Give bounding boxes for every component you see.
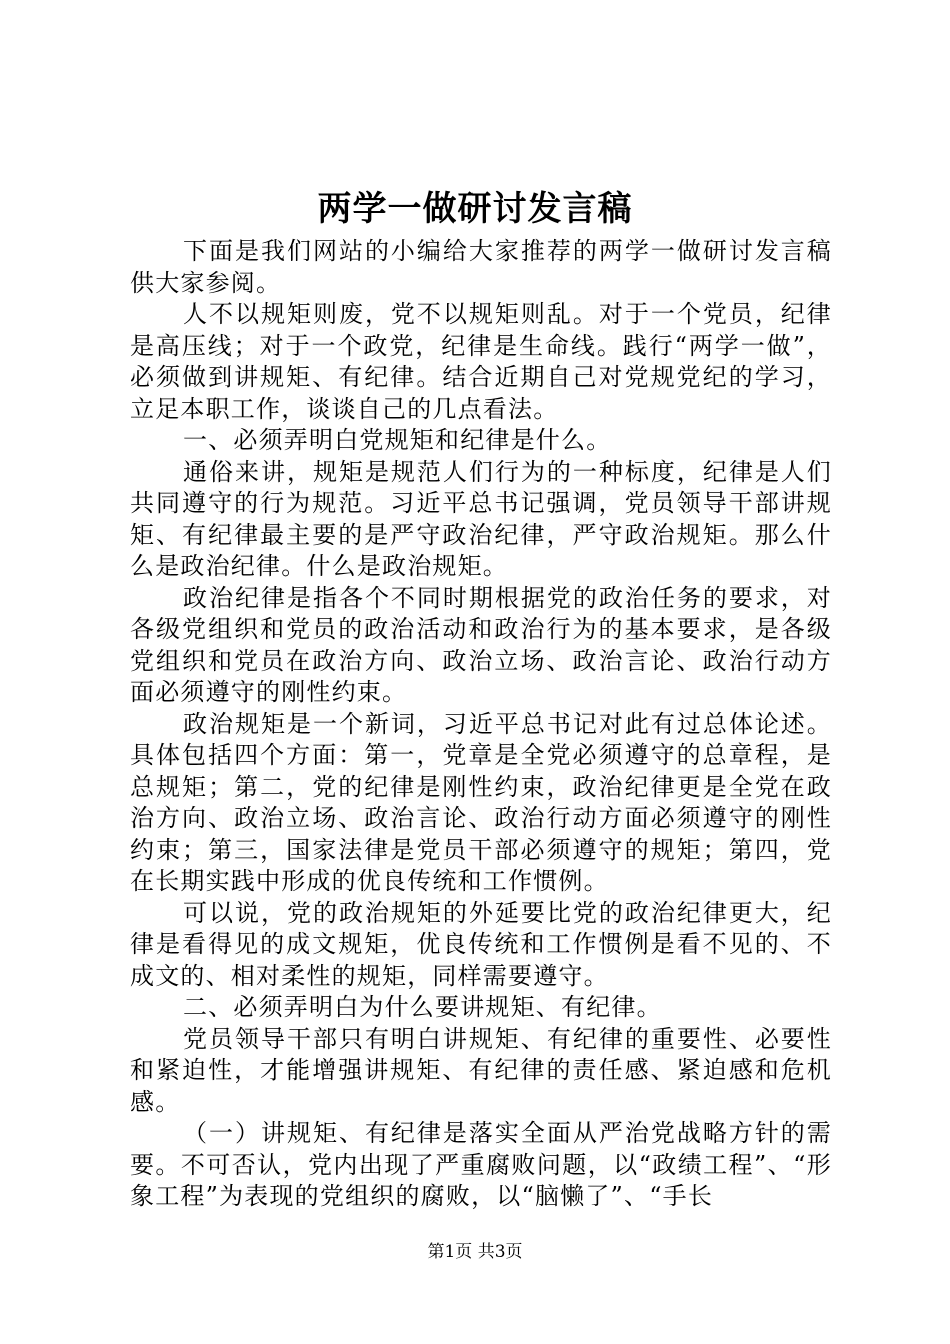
document-title: 两学一做研讨发言稿 — [317, 189, 633, 229]
paragraph: 通俗来讲，规矩是规范人们行为的一种标度，纪律是人们共同遵守的行为规范。习近平总书记强调，党员领导干部讲规矩、有纪律最主要的是严守政治纪律，严守政治规矩。那么什么是政治纪律。什么是政治规矩。 — [130, 457, 832, 580]
paragraph: 政治规矩是一个新词，习近平总书记对此有过总体论述。具体包括四个方面：第一，党章是全党必须遵守的总章程，是总规矩；第二，党的纪律是刚性约束，政治纪律更是全党在政治方向、政治立场、政治言论、政治行动方面必须遵守的刚性约束；第三，国家法律是党员干部必须遵守的规矩；第四，党在长期实践中形成的优良传统和工作惯例。 — [130, 709, 832, 895]
paragraph: 人不以规矩则废，党不以规矩则乱。对于一个党员，纪律是高压线；对于一个政党，纪律是生命线。践行“两学一做”，必须做到讲规矩、有纪律。结合近期自己对党规党纪的学习，立足本职工作，谈谈自己的几点看法。 — [130, 300, 832, 423]
paragraph: 政治纪律是指各个不同时期根据党的政治任务的要求，对各级党组织和党员的政治活动和政治行为的基本要求，是各级党组织和党员在政治方向、政治立场、政治言论、政治行动方面必须遵守的刚性约束。 — [130, 583, 832, 706]
paragraph: 下面是我们网站的小编给大家推荐的两学一做研讨发言稿供大家参阅。 — [130, 237, 832, 297]
section-heading: 一、必须弄明白党规矩和纪律是什么。 — [183, 426, 612, 454]
paragraph: 党员领导干部只有明白讲规矩、有纪律的重要性、必要性和紧迫性，才能增强讲规矩、有纪律的责任感、紧迫感和危机感。 — [130, 1024, 832, 1116]
paragraph: （一）讲规矩、有纪律是落实全面从严治党战略方针的需要。不可否认，党内出现了严重腐败问题，以“政绩工程”、“形象工程”为表现的党组织的腐败，以“脑懒了”、“手长 — [130, 1119, 832, 1210]
page-number-footer: 第1页 共3页 — [427, 1242, 523, 1262]
section-heading: 二、必须弄明白为什么要讲规矩、有纪律。 — [183, 993, 662, 1021]
paragraph: 可以说，党的政治规矩的外延要比党的政治纪律更大，纪律是看得见的成文规矩，优良传统和工作惯例是看不见的、不成文的、相对柔性的规矩，同样需要遵守。 — [130, 898, 832, 990]
document-body — [130, 236, 832, 1213]
